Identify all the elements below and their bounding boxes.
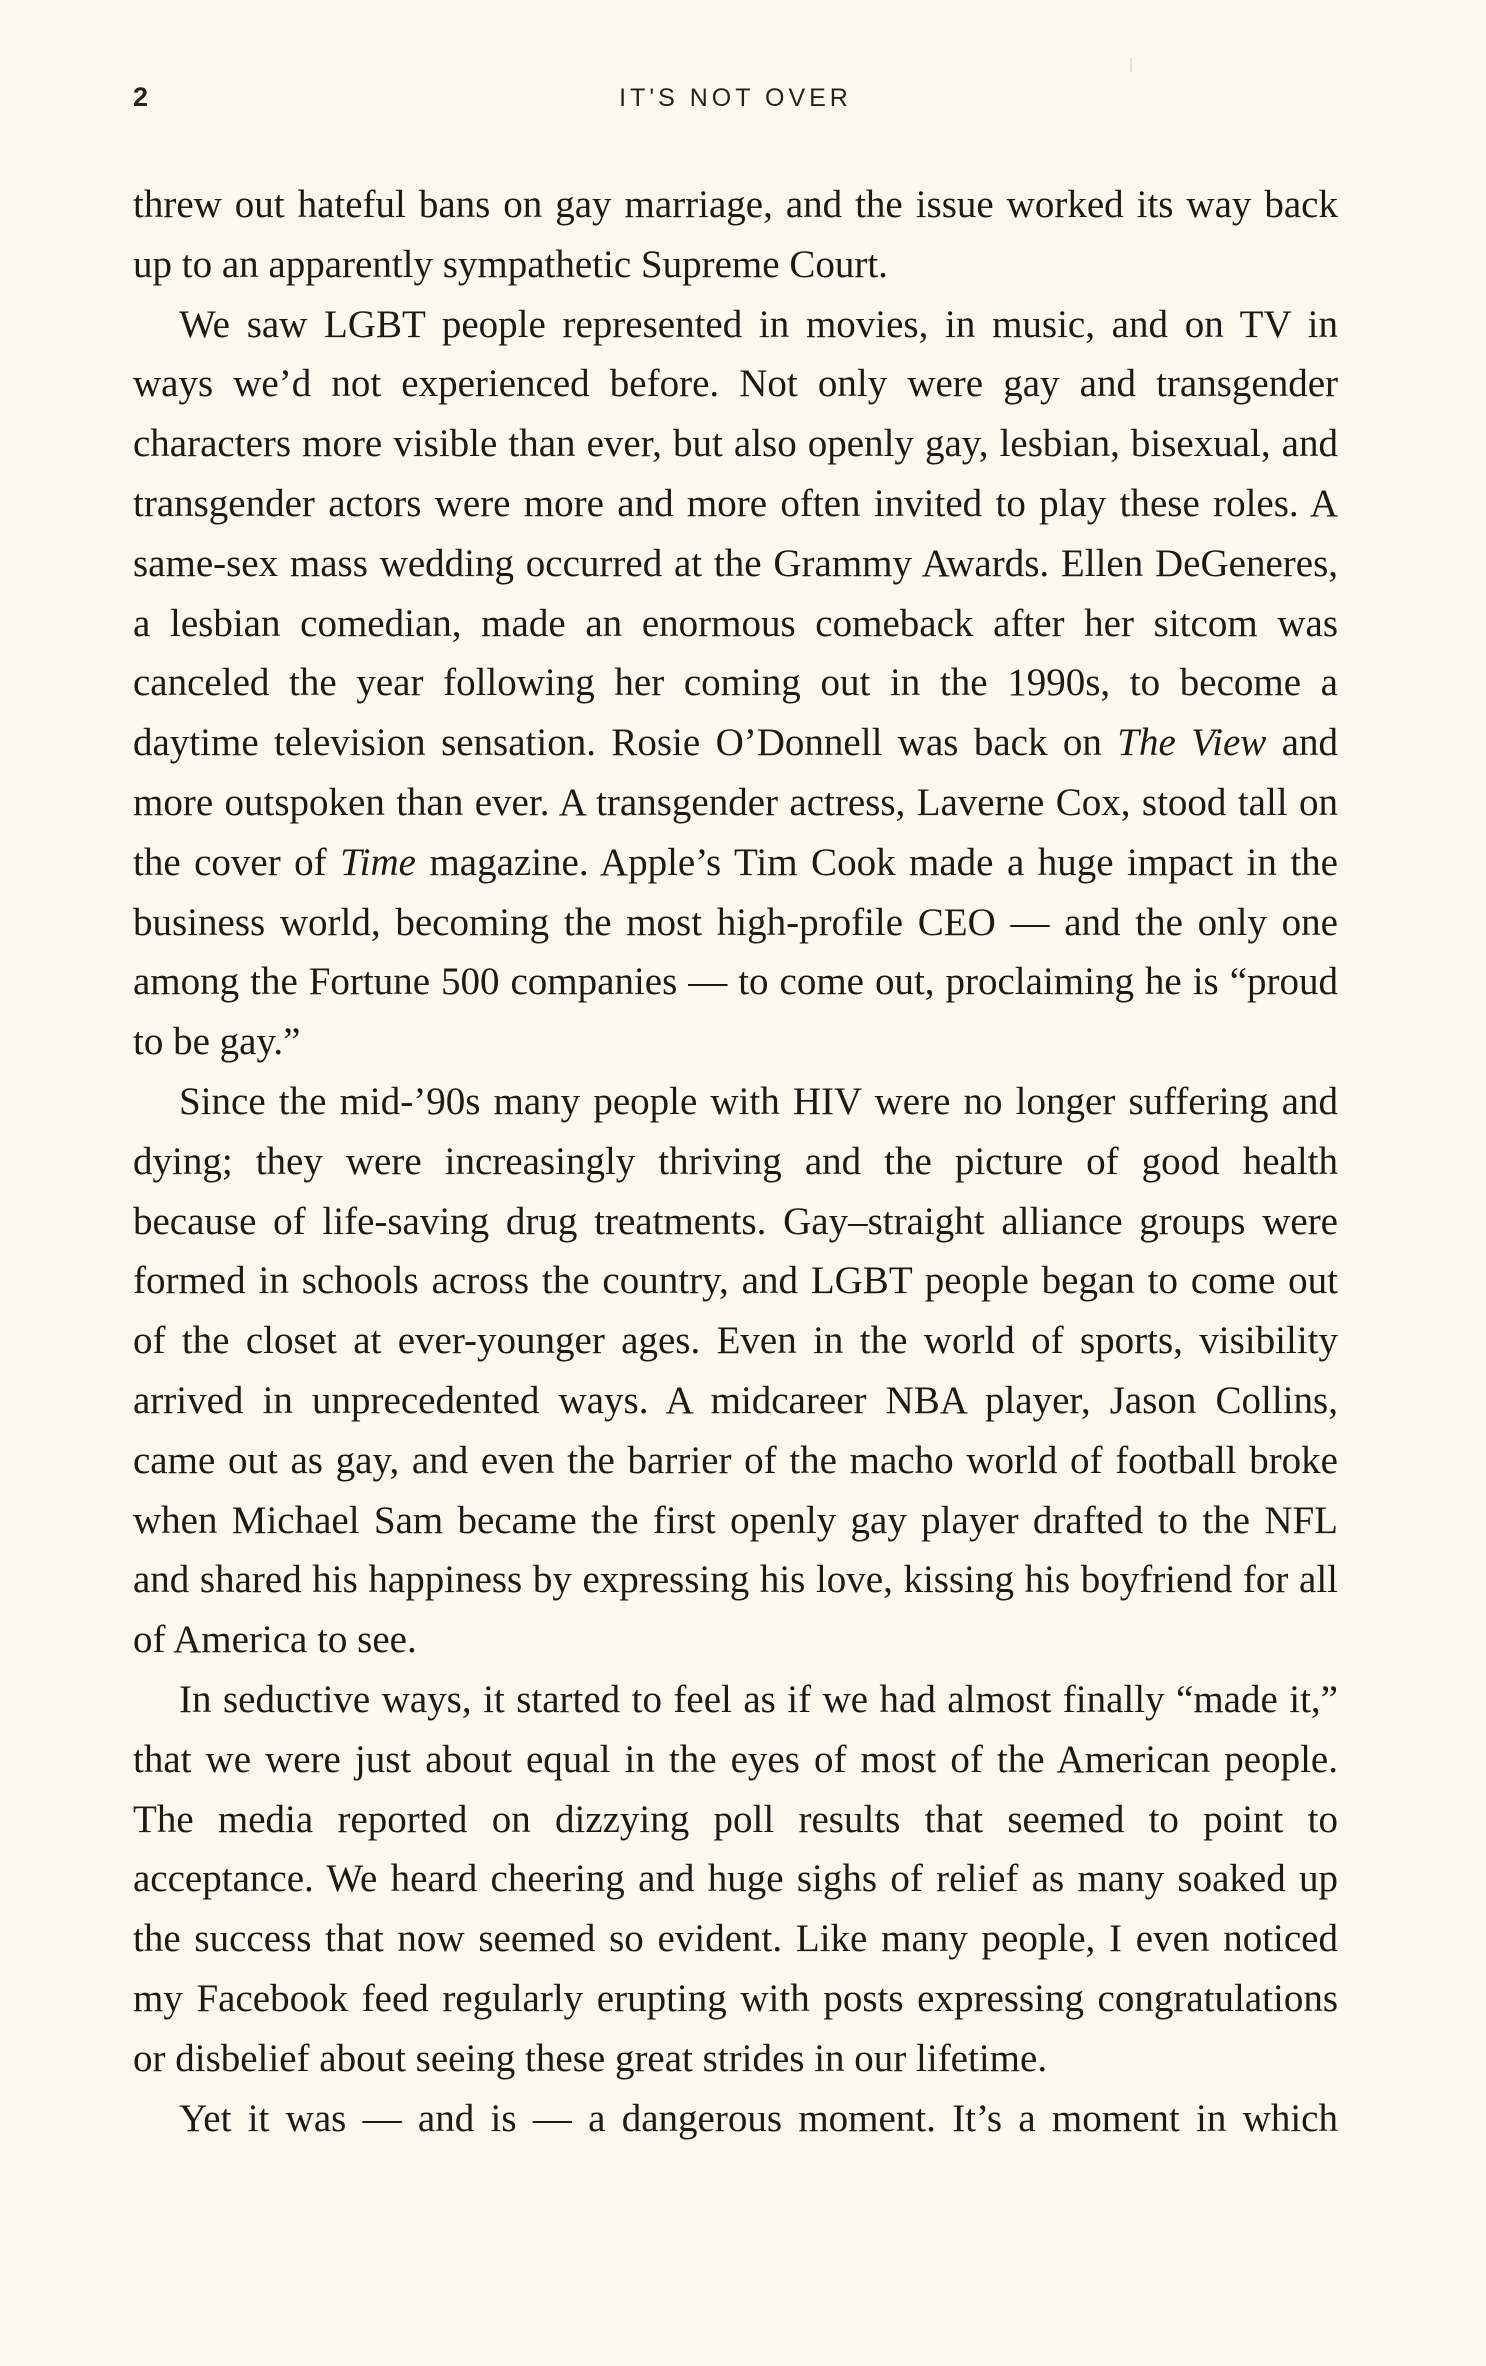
paragraph-text: We saw LGBT people represented in movies, in music, and on TV in ways we’d not experienced before. Not only were gay and transgender characters more visible than ever, but also openly gay, lesbian, bisexual, and transgender actors were more and more often invited to play these roles. A same-sex mass wedding occurred at the Grammy Awards. Ellen DeGeneres, a lesbian comedian, made an enormous comeback after her sitcom was canceled the year following her coming out in the 1990s, to become a daytime television sensation. Rosie O’Donnell was back on xyxy=(133,302,1338,765)
paragraph-continued: threw out hateful bans on gay marriage, and the issue worked its way back up to an apparently sympathetic Supreme Court. xyxy=(133,183,1338,286)
italic-title-the-view: The View xyxy=(1117,721,1267,765)
paragraph-dangerous-moment: Yet it was — and is — a dangerous moment. It’s a moment in which xyxy=(179,2096,1338,2140)
body-text xyxy=(133,175,1338,2148)
paragraph-text: magazine. Apple’s Tim Cook made a huge impact in the business world, becoming the most high-profile CEO — and the only one among the Fortune 500 companies — to come out, proclaiming he is “proud to be gay.” xyxy=(133,840,1338,1064)
italic-title-time: Time xyxy=(340,840,416,884)
page-number: 2 xyxy=(133,82,149,112)
scan-speck xyxy=(1130,58,1132,72)
running-title: IT'S NOT OVER xyxy=(619,84,852,112)
paragraph-media-visibility xyxy=(133,295,1338,1072)
running-head xyxy=(133,82,1338,122)
paragraph-health-and-sports: Since the mid-’90s many people with HIV were no longer suffering and dying; they were increasingly thriving and the picture of good health because of life-saving drug treatments. Gay–straight alliance groups were formed in schools across the country, and LGBT people began to come out of the closet at ever-younger ages. Even in the world of sports, visibility arrived in unprecedented ways. A midcareer NBA player, Jason Collins, came out as gay, and even the barrier of the macho world of football broke when Michael Sam became the first openly gay player drafted to the NFL and shared his happiness by expressing his love, kissing his boyfriend for all of America to see. xyxy=(133,1079,1338,1662)
paragraph-text: and more outspoken than ever. A transgender actress, Laverne Cox, stood tall on the cover of xyxy=(133,721,1338,884)
paragraph-made-it: In seductive ways, it started to feel as if we had almost finally “made it,” that we were just about equal in the eyes of most of the American people. The media reported on dizzying poll results that seemed to point to acceptance. We heard cheering and huge sighs of relief as many soaked up the success that now seemed so evident. Like many people, I even noticed my Facebook feed regularly erupting with posts expressing congratulations or disbelief about seeing these great strides in our lifetime. xyxy=(133,1677,1338,2080)
